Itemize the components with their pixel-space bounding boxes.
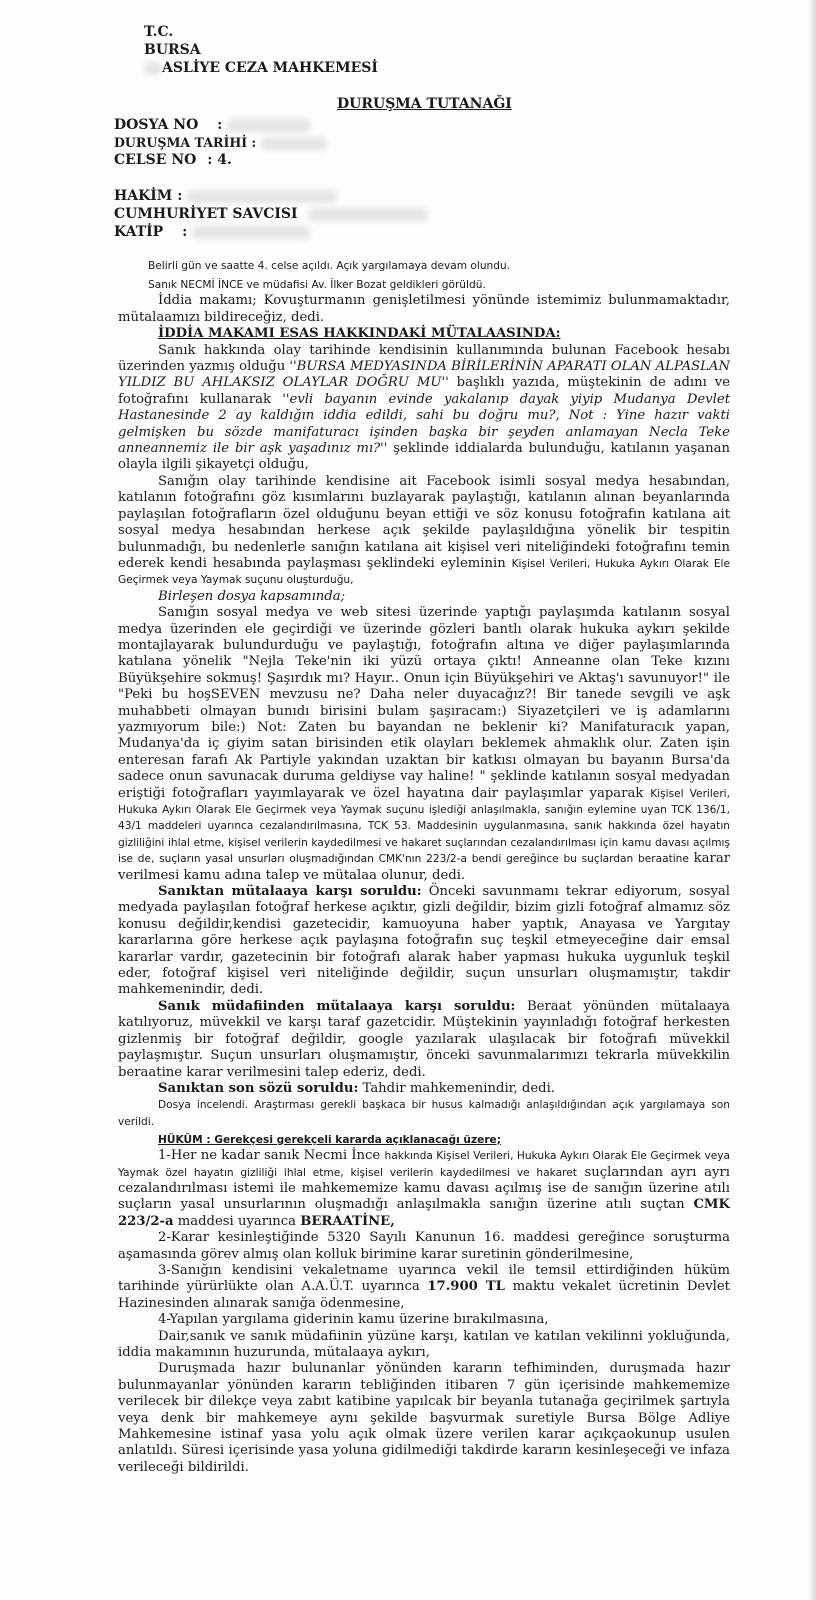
text-span: maktu vekalet ücretinin Devlet Hazinesinden alınarak sanığa ödenmesine,: [118, 1279, 730, 1311]
celse-no-row: [114, 151, 232, 169]
text-span: maddesi uyarınca: [173, 1213, 301, 1229]
acquittal-text: BERAATİNE,: [300, 1213, 395, 1229]
verdict-item-3: [118, 1263, 730, 1312]
tc-label: T.C.: [144, 24, 174, 40]
attendance-text: Sanık NECMİ İNCE ve müdafisi Av. İlker Bozat geldikleri görüldü.: [148, 279, 486, 292]
katip-sep: :: [182, 224, 188, 240]
savci-row: [114, 205, 428, 223]
last-word-label: Sanıktan son sözü soruldu:: [158, 1080, 359, 1096]
hakim-sep: :: [177, 188, 183, 204]
quoted-post: ''evli bayanın evinde yakalanıp dayak yiyip Mudanya Devlet Hastanesinde 2 ay kaldığın iddia edildi, sahi bu doğru mu?, Not : Yine hazır vakti gelmişken bu sözde manifaturacı işinden başka bir şeyden anlamayan Necla Teke anneannemiz ile bir aşk yaşadınız mı?'': [118, 391, 730, 457]
katip-label: KATİP: [114, 224, 164, 240]
savci-label: CUMHURİYET SAVCISI: [114, 206, 298, 222]
offence-text: Kişisel Verileri, Hukuka Aykırı Olarak Ele Geçirmek veya Yaymak suçunu oluşturduğu,: [118, 557, 731, 587]
durusma-tarihi-redacted: [261, 137, 327, 150]
counsel-response-label: Sanık müdafiinden mütalaaya karşı soruldu:: [158, 998, 516, 1014]
prosecution-statement: İddia makamı; Kovuşturmanın genişletilmesi yönünde istemimiz bulunmamaktadır, mütalaamızı bildireceğiz, dedi.: [118, 293, 730, 325]
dosya-no-redacted: [227, 119, 311, 132]
verdict-item-1: [118, 1148, 730, 1230]
merged-file-label: Birleşen dosya kapsamında;: [158, 588, 346, 604]
defendant-response-label: Sanıktan mütalaaya karşı soruldu:: [158, 884, 422, 900]
text-span: Sanık hakkında olay tarihinde kendisinin kullanımında bulunan Facebook hesabı üzerinden yazmış olduğu: [118, 342, 730, 375]
closing-text: Dosya incelendi. Araştırması gerekli başkaca bir husus kalmadığı anlaşıldığından açık yargılamaya son verildi.: [118, 1099, 730, 1128]
verdict-heading-text: HÜKÜM : Gerekçesi gerekçeli kararda açıklanacağı üzere;: [158, 1133, 501, 1146]
verdict-heading: [158, 1132, 730, 1148]
appeal-notice: Duruşmada hazır bulunanlar yönünden kararın tefhiminden, duruşmada hazır bulunmayanlar yönünden kararın tebliğinden itibaren 7 gün içerisinde mahkememize verilecek bir dilekçe veya zabıt katibine yapılcak bir beyanla tutanağa geçirilmek şartıyla veya denk bir mahkemeye aynı şekilde başvurmak suretiyle Bursa Bölge Adliye Mahkemesine istinaf yasa yolu açık olmak üzere verilen karar açıkçaokunup usulen anlatıldı. Süresi içerisinde yasa yoluna gidilmediği takdirde kararın kesinleşeceği ve infaza verileceği bildirildi.: [118, 1361, 730, 1475]
defendant-response: [118, 884, 730, 999]
durusma-tarihi-row: [114, 134, 327, 152]
text-span: başlıklı yazıda, müştekinin de adını ve fotoğrafını kullanarak: [118, 375, 731, 407]
law-reference: CMK 223/2-a: [118, 1197, 730, 1229]
celse-no-value: : 4.: [207, 152, 232, 168]
celse-no-label: CELSE NO: [114, 152, 197, 168]
dosya-no-label: DOSYA NO: [114, 117, 199, 133]
offence-text: Kişisel Verileri, Hukuka Aykırı Olarak Ele Geçirmek veya Yaymak suçunu işlediği anlaşılmakla, sanığın eylemine uyan TCK 136/1, 43/1 maddeleri uyarınca cezalandırılmasına, TCK 53. Maddesinin uygulanmasına, sanık hakkında özel hayatın gizliliğini ihlal etme, kişisel verilerin kaydedilmesi ve hakaret suçlarından cezalandırılması için kamu davası açılmış ise de, suçların yasal unsurları oluşmadığından CMK'nın 223/2-a bendi gereğince bu suçlardan beraatine: [118, 787, 730, 866]
redaction-blur: [144, 62, 162, 75]
prosecution-paragraph-2: [118, 474, 730, 589]
last-word: [118, 1081, 730, 1097]
durusma-tarihi-sep: :: [251, 135, 257, 150]
offence-text: hakkında Kişisel Verileri, Hukuka Aykırı Olarak Ele Geçirmek veya Yaymak özel hayatın gizliliği ihlal etme, kişisel verilerin kaydedilmesi ve hakaret: [118, 1150, 730, 1179]
page-edge-shadow: [808, 0, 816, 1600]
text-span: 3-Sanığın kendisini vekaletname uyarınca vekil ile temsil ettirdiğinden hüküm tarihinde yürürlükte olan A.A.Ü.T. uyarınca: [118, 1262, 730, 1295]
text-span: 1-Her ne kadar sanık Necmi İnce: [158, 1148, 385, 1164]
opening-text: Belirli gün ve saatte 4. celse açıldı. Açık yargılamaya devam olundu.: [148, 260, 511, 272]
katip-row: [114, 223, 310, 241]
prosecution-paragraph-3: [118, 605, 730, 884]
dosya-no-sep: :: [217, 117, 223, 133]
quoted-title: ''BURSA MEDYASINDA BİRİLERİNİN APARATI OLAN ALPASLAN YILDIZ BU AHLAKSIZ OLAYLAR DOĞRU MU'': [118, 359, 730, 391]
hakim-redacted: [187, 190, 337, 203]
prosecution-heading: İDDİA MAKAMI ESAS HAKKINDAKİ MÜTALAASINDA:: [158, 326, 561, 342]
fee-amount: 17.900 TL: [427, 1279, 505, 1295]
city-label: BURSA: [144, 42, 201, 58]
prosecution-paragraph-1: [118, 343, 730, 474]
text-span: suçlarından ayrı ayrı cezalandırılması istemi ile mahkememize kamu davası açılmış ise de sanığın üzerine atılı suçların yasal unsurlarının oluşmadığı anlaşılmakla sanığın üzerine atılı suçtan: [118, 1164, 730, 1213]
text-span: karar verilmesi kamu adına talep ve mütalaa olunur, dedi.: [118, 851, 730, 883]
court-label: ASLİYE CEZA MAHKEMESİ: [162, 60, 378, 76]
minutes-body: [118, 258, 730, 1476]
text-span: Önceki savunmamı tekrar ediyorum, sosyal medyada paylaşılan fotoğraf herkese açıktır, gizli değildir, bizim gizli fotoğraf almamız söz konusu değildir,kendisi gazetecidir, kamuoyuna haber yaptık, Anayasa ve Yargıtay kararlarına göre herkese açık paylaşına fotoğrafın suç teşkil etmeyeceğine dair emsal kararlar vardır, gazetecinin bir fotoğrafı alarak haber yapması hukuka uygunluk teşkil eder, fotoğraf kişisel veri niteliğinde değildir, suçun unsurları oluşmamıştır, takdir mahkemenindir, dedi.: [118, 884, 730, 998]
durusma-tarihi-label: DURUŞMA TARİHİ: [114, 135, 248, 150]
verdict-presence: Dair,sanık ve sanık müdafiinin yüzüne karşı, katılan ve katılan vekilinni yokluğunda, iddia makamının huzurunda, mütalaaya aykırı,: [118, 1328, 730, 1360]
text-span: Sanığın sosyal medya ve web sitesi üzerinde yaptığı paylaşımda katılanın sosyal medya üzerinden ele geçirdiği ve üzerinde gözleri bantlı olarak hukuka aykırı şekilde montajlayarak bulundurduğu ve paylaştığı, fotoğrafın altına ve diğer paylaşımlarında katılana yönelik "Nejla Teke'nin iki yüzü ortaya çıktı! Anneanne olan Teke kızını Büyükşehire sokmuş! Şaşırdık mı? Hayır.. Onun için Büyükşehiri ve Aktaş'ı savunuyor!" ile "Peki bu hoşSEVEN mevzusu ne? Daha neler duyacağız?! Bir tanede sevgili ve aşk muhabbeti olmayan bunıdı birisini bulam şaşıracam:) Siyazetçileri ve iş adamlarını yazmıyorum bile:) Not: Zaten bu bayandan ne beklenir ki? Manifaturacık yapan, Mudanya'da iç giyim satan birisinden etik olayları beklemek ahmaklık olur. Zaten işin enteresan farafı Ak Partiyle yakından uzaktan bir katkısı olmayan bu bayanın Bursa'da sadece onun savunacak duruma geldiyse vay haline! " şeklinde katılanın sosyal medyadan eriştiği fotoğrafları yayımlayarak ve özel hayatına dair paylaşımlar yaparak: [118, 605, 730, 801]
hakim-row: [114, 187, 337, 205]
verdict-item-2: 2-Karar kesinleştiğinde 5320 Sayılı Kanunun 16. maddesi gereğince soruşturma aşamasında görev almış olan kolluk birimine karar suretinin gönderilmesine,: [118, 1230, 730, 1262]
verdict-item-4: 4-Yapılan yargılama giderinin kamu üzerine bırakılmasına,: [158, 1312, 549, 1328]
court-name: [144, 59, 378, 77]
dosya-no-row: [114, 116, 311, 134]
katip-redacted: [192, 226, 310, 239]
counsel-response: [118, 999, 730, 1081]
hakim-label: HAKİM: [114, 188, 173, 204]
savci-redacted: [308, 208, 428, 221]
text-span: Sanığın olay tarihinde kendisine ait Facebook isimli sosyal medya hesabından, katılanın fotoğrafını göz kısımlarını buzlayarak paylaştığı, katılanın alınan beyanlarında paylaşılan fotoğrafların özel olduğunu beyan ettiği ve söz konusu fotoğrafın katılana ait sosyal medya hesabından herkese açık şekilde paylaşıldığına yönelik bir tespitin bulunmadığı, bu nedenlerle sanığın katılana ait kişisel veri niteliğindeki fotoğrafını temin ederek kendi hesabında paylaşması şeklindeki eyleminin: [118, 473, 730, 571]
text-span: Beraat yönünden mütalaaya katılıyoruz, müvekkil ve karşı taraf gazetcidir. Müştekinin yayınladığı fotoğraf herkesten gizlenmiş bir fotoğraf değildir, google yazılarak ulaşılacak bir fotoğrafı müvekkil paylaşmıştır. Suçun unsurları oluşmamıştır, önceki savunmalarımızı tekrarla müvekkilin beraatine karar verilmesini talep ederiz, dedi.: [118, 998, 730, 1080]
text-span: şeklinde iddialarda bulunduğu, katılanın yaşanan olayla ilgili şikayetçi olduğu,: [118, 441, 730, 473]
document-title: DURUŞMA TUTANAĞI: [337, 96, 512, 112]
text-span: Tahdir mahkemenindir, dedi.: [358, 1080, 555, 1096]
